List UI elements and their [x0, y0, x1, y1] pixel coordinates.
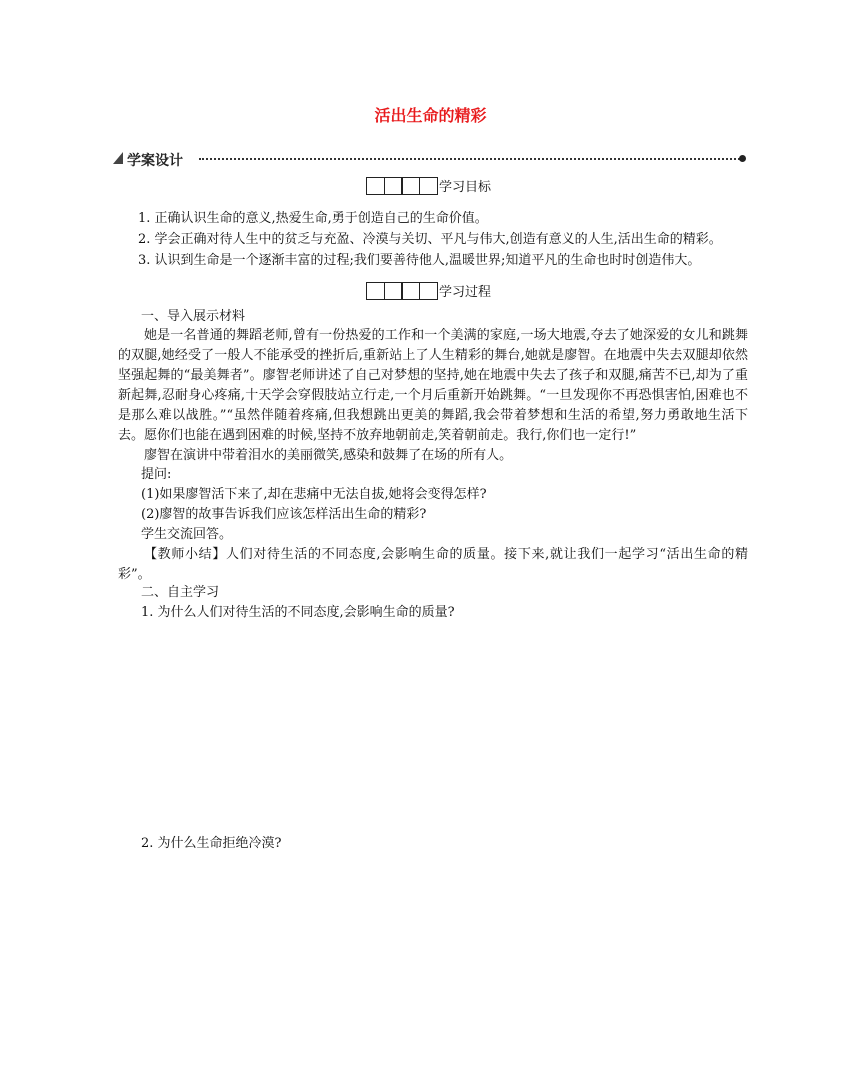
goal-item-1: 1. 正确认识生命的意义,热爱生命,勇于创造自己的生命价值。: [138, 211, 488, 226]
section-two-title: 二、自主学习: [141, 585, 220, 600]
goal-item-3: 3. 认识到生命是一个逐渐丰富的过程;我们要善待他人,温暖世界;知道平凡的生命也时时创造伟大。: [138, 253, 701, 268]
heading-boxes-icon: [366, 282, 436, 300]
heading-boxes-icon: [366, 177, 436, 195]
story-paragraph-2: 廖智在演讲中带着泪水的美丽微笑,感染和鼓舞了在场的所有人。: [144, 448, 513, 463]
question-2: (2)廖智的故事告诉我们应该怎样活出生命的精彩?: [141, 507, 427, 522]
answer-note: 学生交流回答。: [141, 527, 233, 542]
banner-dotted-rule: [199, 158, 740, 160]
section-one-title: 一、导入展示材料: [141, 309, 246, 324]
teacher-summary: 【教师小结】人们对待生活的不同态度,会影响生命的质量。接下来,就让我们一起学习“活出生命的精彩”。: [118, 547, 748, 582]
banner-label: 学案设计: [127, 153, 183, 169]
page-title: 活出生命的精彩: [374, 106, 487, 125]
banner-end-dot-icon: [739, 155, 746, 162]
section-banner: [113, 150, 748, 168]
question-1: (1)如果廖智活下来了,却在悲痛中无法自拔,她将会变得怎样?: [141, 487, 487, 502]
goal-item-2: 2. 学会正确对待人生中的贫乏与充盈、冷漠与关切、平凡与伟大,创造有意义的人生,活出生命的精彩。: [138, 232, 722, 247]
banner-triangle-icon: [113, 152, 123, 164]
self-study-question-2: 2. 为什么生命拒绝冷漠?: [141, 836, 282, 851]
self-study-question-1: 1. 为什么人们对待生活的不同态度,会影响生命的质量?: [141, 605, 455, 620]
process-heading: [366, 281, 491, 299]
goals-heading-text: 学习目标: [439, 180, 492, 195]
goals-heading: [366, 176, 491, 194]
process-heading-text: 学习过程: [439, 285, 492, 300]
question-prompt: 提问:: [141, 467, 172, 482]
story-paragraph: 她是一名普通的舞蹈老师,曾有一份热爱的工作和一个美满的家庭,一场大地震,夺去了她深爱的女儿和跳舞的双腿,她经受了一般人不能承受的挫折后,重新站上了人生精彩的舞台,她就是廖智。在地震中失去双腿却依然坚强起舞的“最美舞者”。廖智老师讲述了自己对梦想的坚持,她在地震中失去了孩子和双腿,痛苦不已,却为了重新起舞,忍耐身心疼痛,十天学会穿假肢站立行走,一个月后重新开始跳舞。“一旦发现你不再恐惧害怕,困难也不是那么难以战胜。”“虽然伴随着疼痛,但我想跳出更美的舞蹈,我会带着梦想和生活的希望,努力勇敢地生活下去。愿你们也能在遇到困难的时候,坚持不放弃地朝前走,笑着朝前走。我行,你们也一定行!”: [118, 328, 748, 443]
